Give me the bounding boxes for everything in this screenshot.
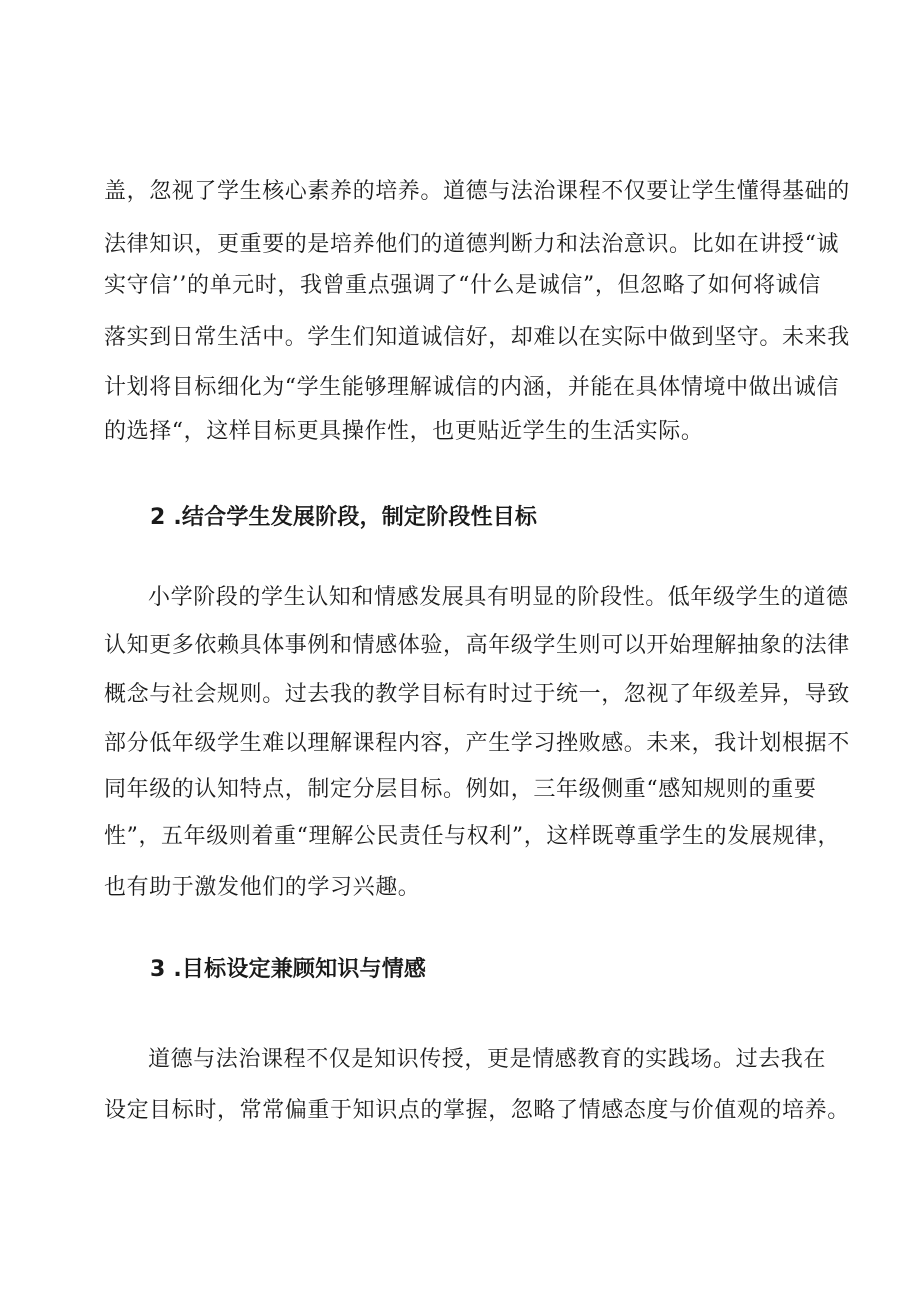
paragraph-line: 认知更多依赖具体事例和情感体验，高年级学生则可以开始理解抽象的法律 [104,633,850,658]
paragraph-line: 同年级的认知特点，制定分层目标。例如，三年级侧重“感知规则的重要 [104,777,817,802]
paragraph-line: 实守信’’的单元时，我曾重点强调了“什么是诚信”，但忽略了如何将诚信 [104,273,821,298]
section-heading-3: 3 .目标设定兼顾知识与情感 [150,957,427,982]
section-heading-2: 2 .结合学生发展阶段，制定阶段性目标 [150,505,538,530]
paragraph-line: 部分低年级学生难以理解课程内容，产生学习挫败感。未来，我计划根据不 [104,731,850,756]
paragraph-line: 计划将目标细化为“学生能够理解诚信的内涵，并能在具体情境中做出诚信 [104,375,840,400]
paragraph-line: 道德与法治课程不仅是知识传授，更是情感教育的实践场。过去我在 [148,1047,827,1072]
paragraph-line: 落实到日常生活中。学生们知道诚信好，却难以在实际中做到坚守。未来我 [104,325,850,350]
paragraph-line: 盖，忽视了学生核心素养的培养。道德与法治课程不仅要让学生懂得基础的 [104,179,850,204]
paragraph-line: 设定目标时，常常偏重于知识点的掌握，忽略了情感态度与价值观的培养。 [104,1098,850,1123]
paragraph-line: 小学阶段的学生认知和情感发展具有明显的阶段性。低年级学生的道德 [148,585,849,610]
paragraph-line: 也有助于激发他们的学习兴趣。 [104,875,421,900]
paragraph-line: 法律知识，更重要的是培养他们的道德判断力和法治意识。比如在讲授“诚 [104,232,840,257]
paragraph-line: 概念与社会规则。过去我的教学目标有时过于统一，忽视了年级差异，导致 [104,682,850,707]
paragraph-line: 的选择“，这样目标更具操作性，也更贴近学生的生活实际。 [104,419,704,444]
paragraph-line: 性”，五年级则着重“理解公民责任与权利”，这样既尊重学生的发展规律， [104,824,841,849]
